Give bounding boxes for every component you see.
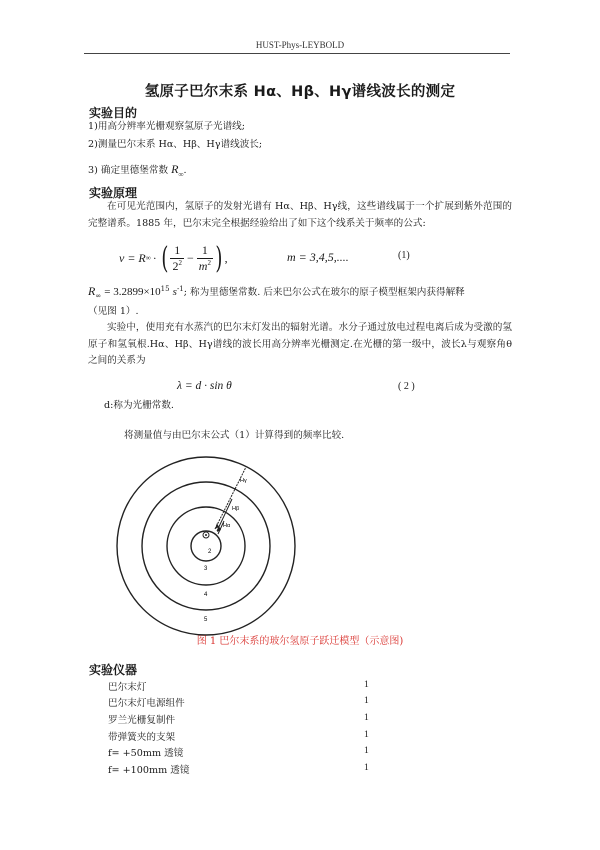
- label-h-alpha: Hα: [223, 523, 231, 529]
- bohr-model-figure: [115, 455, 297, 637]
- page-title: 氢原子巴尔末系 Hα、Hβ、Hγ谱线波长的测定: [144, 84, 456, 100]
- see-figure-note: （见图 1）.: [88, 306, 139, 317]
- instrument-name: 巴尔末灯电源组件: [108, 698, 185, 709]
- grating-formula: λ = d · sin θ: [177, 380, 232, 392]
- instrument-name: 罗兰光栅复制件: [108, 715, 176, 726]
- instrument-qty: 1: [364, 762, 369, 773]
- purpose-item-1: 1)用高分辨率光栅观察氢原子光谱线;: [88, 121, 245, 132]
- principle-paragraph-1: 在可见光范围内，氢原子的发射光谱有 Hα、Hβ、Hγ线，这些谱线属于一个扩展到紫外范围的完整谱系。1885 年，巴尔末完全根据经验给出了如下这个线系关于频率的公式:: [88, 201, 512, 229]
- section-heading-principle: 实验原理: [89, 186, 138, 200]
- orbit-3: [167, 507, 245, 585]
- rydberg-line: $R_\infty = 3.2899\times 10^{15}$ $s^{-1}$; 称为里德堡常数. 后来巴尔公式在玻尔的原子模型框架内获得解释: [88, 284, 465, 301]
- orbit-label-5: 5: [204, 617, 208, 623]
- instrument-qty: 1: [364, 729, 369, 740]
- orbit-4: [142, 482, 270, 610]
- balmer-formula: ν = R ∞ · ( $\frac{1}{2^2}$ − $\frac{1}{m^2}$ ) ,: [119, 240, 228, 276]
- instrument-qty: 1: [364, 712, 369, 723]
- orbit-label-4: 4: [204, 592, 208, 598]
- header-rule: [84, 53, 510, 54]
- instrument-name: 带弹簧夹的支架: [108, 732, 176, 743]
- transition-line-h-gamma: [215, 467, 246, 529]
- formula-lhs: ν = R: [119, 250, 146, 265]
- fraction-1: $\frac{1}{2^2}$: [172, 242, 182, 273]
- instrument-name: 巴尔末灯: [108, 682, 147, 693]
- purpose-item-3: 3) 确定里德堡常数 $R_\infty$.: [88, 162, 187, 179]
- rydberg-description: ; 称为里德堡常数. 后来巴尔公式在玻尔的原子模型框架内获得解释: [183, 287, 465, 299]
- orbit-label-2: 2: [208, 549, 212, 555]
- label-h-beta: Hβ: [232, 506, 240, 512]
- equation-number-2: ( 2 ): [398, 381, 415, 392]
- instrument-name: f= +50mm 透镜: [108, 748, 184, 759]
- orbit-label-3: 3: [204, 566, 208, 572]
- principle-paragraph-2: 实验中，使用充有水蒸汽的巴尔末灯发出的辐射光谱。水分子通过放电过程电离后成为受激的氢原子和氢氧根.Hα、Hβ、Hγ谱线的波长用高分辨率光栅测定.在光栅的第一级中，波长λ与观察角θ之间的关系为: [88, 322, 512, 366]
- section-heading-instruments: 实验仪器: [89, 663, 138, 677]
- rydberg-symbol-inline: $R_\infty$: [171, 162, 184, 179]
- figure-caption: 图 1 巴尔末系的玻尔氢原子跃迁模型（示意图): [196, 636, 404, 647]
- instrument-qty: 1: [364, 745, 369, 756]
- fraction-2: $\frac{1}{m^2}$: [198, 242, 211, 273]
- instrument-qty: 1: [364, 679, 369, 690]
- grating-constant-note: d:称为光栅常数.: [104, 400, 174, 411]
- compare-note: 将测量值与由巴尔末公式（1）计算得到的频率比较.: [124, 430, 345, 441]
- instrument-name: f= +100mm 透镜: [108, 765, 190, 776]
- orbit-5: [117, 457, 295, 635]
- running-header: HUST-Phys-LEYBOLD: [255, 40, 345, 50]
- label-h-gamma: Hγ: [240, 478, 247, 484]
- equation-number-1: (1): [398, 250, 410, 261]
- purpose-item-2: 2)测量巴尔末系 Hα、Hβ、Hγ谱线波长;: [88, 139, 263, 150]
- section-heading-purpose: 实验目的: [89, 106, 138, 120]
- instrument-qty: 1: [364, 695, 369, 706]
- nucleus-dot: [205, 534, 207, 536]
- formula-condition: m = 3,4,5,....: [287, 250, 349, 264]
- formula-lhs-sub: ∞: [145, 254, 151, 262]
- purpose-item-3-text: 3) 确定里德堡常数: [88, 165, 169, 176]
